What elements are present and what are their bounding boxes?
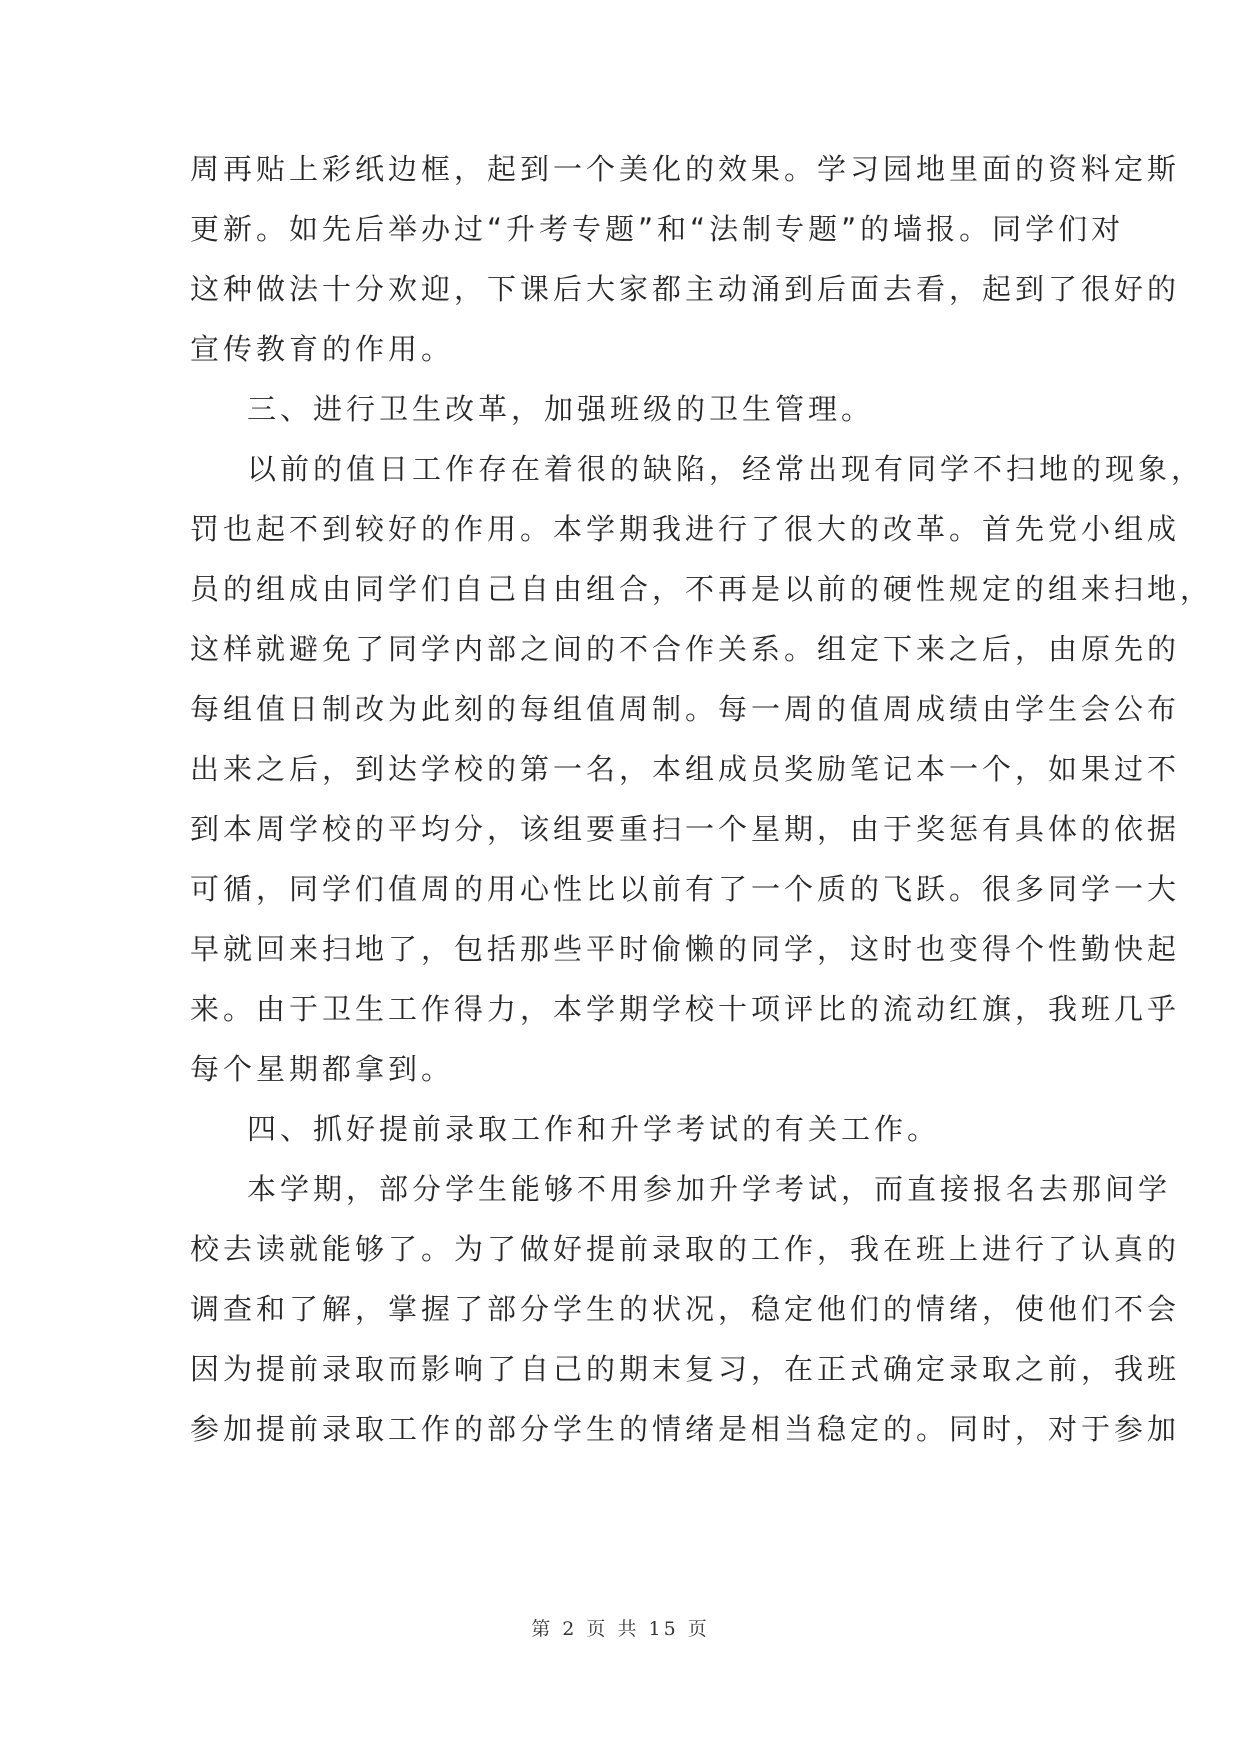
body-text-line: 以前的值日工作存在着很的缺陷，经常出现有同学不扫地的现象， — [247, 452, 1205, 486]
body-text-line: 宣传教育的作用。 — [190, 332, 455, 366]
body-text-line: 这种做法十分欢迎，下课后大家都主动涌到后面去看，起到了很好的 — [190, 272, 1181, 306]
body-text-line: 每组值日制改为此刻的每组值周制。每一周的值周成绩由学生会公布 — [190, 692, 1181, 726]
body-text-line: 参加提前录取工作的部分学生的情绪是相当稳定的。同时，对于参加 — [190, 1412, 1181, 1446]
section-heading-4: 四、抓好提前录取工作和升学考试的有关工作。 — [247, 1112, 941, 1146]
body-text-line: 早就回来扫地了，包括那些平时偷懒的同学，这时也变得个性勤快起 — [190, 932, 1181, 966]
body-text-line: 可循，同学们值周的用心性比以前有了一个质的飞跃。很多同学一大 — [190, 872, 1181, 906]
page-number-footer: 第 2 页 共 15 页 — [531, 1618, 710, 1640]
body-text-line: 调查和了解，掌握了部分学生的状况，稳定他们的情绪，使他们不会 — [190, 1292, 1181, 1326]
body-text-line: 这样就避免了同学内部之间的不合作关系。组定下来之后，由原先的 — [190, 632, 1181, 666]
body-text-line: 校去读就能够了。为了做好提前录取的工作，我在班上进行了认真的 — [190, 1232, 1181, 1266]
body-text-line: 来。由于卫生工作得力，本学期学校十项评比的流动红旗，我班几乎 — [190, 992, 1181, 1026]
body-text-line: 出来之后，到达学校的第一名，本组成员奖励笔记本一个，如果过不 — [190, 752, 1181, 786]
body-text-line: 本学期，部分学生能够不用参加升学考试，而直接报名去那间学 — [247, 1172, 1172, 1206]
section-heading-3: 三、进行卫生改革，加强班级的卫生管理。 — [247, 392, 875, 426]
body-text-line: 到本周学校的平均分，该组要重扫一个星期，由于奖惩有具体的依据 — [190, 812, 1181, 846]
body-text-line: 罚也起不到较好的作用。本学期我进行了很大的改革。首先党小组成 — [190, 512, 1181, 546]
body-text-line: 因为提前录取而影响了自己的期末复习，在正式确定录取之前，我班 — [190, 1352, 1181, 1386]
body-text-line: 周再贴上彩纸边框，起到一个美化的效果。学习园地里面的资料定斯 — [190, 152, 1181, 186]
body-text-line: 员的组成由同学们自己自由组合，不再是以前的硬性规定的组来扫地， — [190, 572, 1214, 606]
body-text-line: 更新。如先后举办过“升考专题”和“法制专题”的墙报。同学们对 — [190, 212, 1125, 246]
body-text-line: 每个星期都拿到。 — [190, 1052, 455, 1086]
